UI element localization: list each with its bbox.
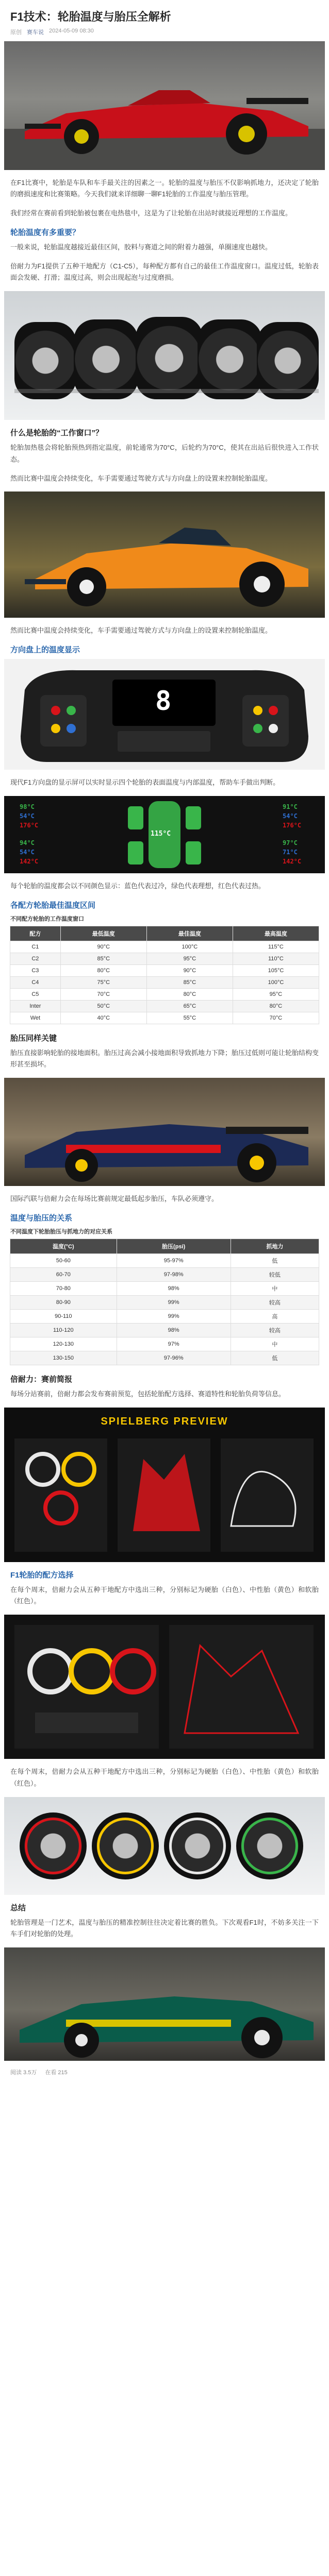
table-cell: C5: [10, 988, 61, 1000]
table-row: [10, 1351, 319, 1365]
table-1-caption: 不同配方轮胎的工作温度窗口: [10, 916, 84, 922]
table-1-body: [10, 941, 319, 1024]
table-cell: 97%: [117, 1337, 231, 1351]
closing-car-image: [4, 1947, 325, 2061]
table-row: [10, 976, 319, 988]
steering-wheel-image: [4, 659, 325, 770]
table-row: [10, 988, 319, 1000]
table-cell: 较低: [231, 1267, 319, 1281]
table-cell: 较高: [231, 1323, 319, 1337]
table-cell: 130-150: [10, 1351, 117, 1365]
table-cell: 90°C: [60, 941, 146, 953]
orange-car-illustration: [4, 492, 325, 618]
table-row: [10, 964, 319, 976]
table-1-header: 最低温度: [60, 926, 146, 941]
section-7-paragraph-1: 每场分站赛前，倍耐力都会发布赛前预览，包括轮胎配方选择、赛道特性和轮胎负荷等信息。: [10, 1389, 286, 1398]
table-cell: 较高: [231, 1295, 319, 1309]
section-8-paragraph-2: 在每个周末，倍耐力会从五种干地配方中选出三种，分别标记为硬胎（白色）、中性胎（黄色）和软胎（红色）。: [10, 1768, 319, 1787]
table-row: [10, 1267, 319, 1281]
section-1-paragraph-1: 一般来说，轮胎温度越接近最佳区间，胶料与赛道之间的附着力越强，单圈速度也越快。: [10, 243, 272, 251]
table-cell: 65°C: [146, 1000, 233, 1012]
table-row: [10, 1323, 319, 1337]
table-cell: 70-80: [10, 1281, 117, 1295]
table-row: [10, 1295, 319, 1309]
section-5-paragraph-1: 胎压直接影响轮胎的接地面积。胎压过高会减小接地面积导致抓地力下降；胎压过低则可能让轮胎结构变形甚至损坏。: [10, 1048, 319, 1069]
tires-on-stand-image: [4, 1797, 325, 1895]
intro-paragraph: 在F1比赛中，轮胎是车队和车手最关注的因素之一。轮胎的温度与胎压不仅影响抓地力，还决定了轮胎的磨损速度和比赛策略。今天我们就来详细聊一聊F1轮胎的工作温度与胎压管理。: [10, 178, 319, 198]
temp-pressure-table: [10, 1239, 319, 1365]
table-cell: 中: [231, 1281, 319, 1295]
table-2-header: 胎压(psi): [117, 1239, 231, 1253]
temp-rr-carcass: 142°C: [283, 857, 302, 865]
table-cell: 99%: [117, 1295, 231, 1309]
temp-rr-surface: 97°C: [283, 839, 298, 846]
table-cell: C1: [10, 941, 61, 953]
table-cell: 120-130: [10, 1337, 117, 1351]
section-1-paragraph-2: 倍耐力为F1提供了五种干地配方（C1-C5），每种配方都有自己的最佳工作温度窗口。温度过低，轮胎表面会发硬、打滑；温度过高，则会出现起泡与过度磨损。: [10, 262, 319, 282]
table-cell: 95°C: [146, 953, 233, 964]
temp-rl-inner: 54°C: [20, 848, 35, 856]
table-2-header: 温度(°C): [10, 1239, 117, 1253]
table-cell: 60-70: [10, 1267, 117, 1281]
table-cell: 80°C: [233, 1000, 319, 1012]
table-cell: 98%: [117, 1281, 231, 1295]
table-2-header: 抓地力: [231, 1239, 319, 1253]
tire-lineup-image: [4, 291, 325, 420]
section-5-paragraph-2: 国际汽联与倍耐力会在每场比赛前规定最低起步胎压，车队必须遵守。: [10, 1195, 219, 1203]
table-cell: 40°C: [60, 1012, 146, 1024]
author-link[interactable]: 赛车说: [27, 29, 44, 36]
center-temp-readout: 115°C: [151, 829, 171, 838]
table-cell: 50°C: [60, 1000, 146, 1012]
table-cell: 80-90: [10, 1295, 117, 1309]
section-2-paragraph-2: 然而比赛中温度会持续变化，车手需要通过驾驶方式与方向盘上的设置来控制轮胎温度。: [10, 474, 272, 482]
like-count[interactable]: 在看 215: [45, 2070, 68, 2076]
section-8-paragraph-1: 在每个周末，倍耐力会从五种干地配方中选出三种，分别标记为硬胎（白色）、中性胎（黄色）和软胎（红色）。: [10, 1585, 319, 1605]
table-row: [10, 941, 319, 953]
table-row: [10, 1309, 319, 1323]
table-cell: Wet: [10, 1012, 61, 1024]
temp-fl-surface: 98°C: [20, 803, 35, 810]
publish-date: 2024-05-09 08:30: [49, 27, 94, 34]
table-cell: 80°C: [146, 988, 233, 1000]
table-cell: 97-98%: [117, 1267, 231, 1281]
table-cell: 97-96%: [117, 1351, 231, 1365]
compound-graphic-illustration: [4, 1615, 325, 1759]
article-title: F1技术：轮胎温度与胎压全解析: [10, 10, 171, 23]
table-cell: 80°C: [60, 964, 146, 976]
table-1-header: 配方: [10, 926, 61, 941]
section-heading-9: 总结: [10, 1903, 26, 1912]
table-cell: 110°C: [233, 953, 319, 964]
table-cell: Inter: [10, 1000, 61, 1012]
temp-rl-surface: 94°C: [20, 839, 35, 846]
table-cell: 90-110: [10, 1309, 117, 1323]
section-heading-3: 方向盘上的温度显示: [10, 646, 80, 655]
section-heading-4: 各配方轮胎最佳温度区间: [10, 901, 96, 910]
pirelli-compound-graphic: [4, 1615, 325, 1759]
temp-fl-inner: 54°C: [20, 812, 35, 820]
table-cell: 50-60: [10, 1253, 117, 1267]
table-cell: 95°C: [233, 988, 319, 1000]
section-2-paragraph-3: 然而比赛中温度会持续变化，车手需要通过驾驶方式与方向盘上的设置来控制轮胎温度。: [10, 626, 272, 635]
table-cell: 115°C: [233, 941, 319, 953]
table-cell: 100°C: [233, 976, 319, 988]
intro-paragraph-2: 我们经常在赛前看到轮胎被包裹在电热毯中，这是为了让轮胎在出站时就接近理想的工作温度。: [10, 209, 292, 217]
preview-graphic-illustration: [4, 1408, 325, 1562]
table-row: [10, 1012, 319, 1024]
section-heading-1: 轮胎温度有多重要？: [10, 228, 80, 237]
table-row: [10, 953, 319, 964]
temp-fr-inner: 54°C: [283, 812, 298, 820]
table-cell: 85°C: [146, 976, 233, 988]
closing-car-illustration: [4, 1947, 325, 2061]
section-heading-5: 胎压同样关键: [10, 1033, 57, 1043]
temp-fr-surface: 91°C: [283, 803, 298, 810]
table-cell: C3: [10, 964, 61, 976]
compound-temp-table: [10, 926, 319, 1024]
table-row: [10, 1281, 319, 1295]
table-cell: 55°C: [146, 1012, 233, 1024]
table-cell: 75°C: [60, 976, 146, 988]
pirelli-preview-graphic: [4, 1408, 325, 1562]
table-row: [10, 1337, 319, 1351]
table-cell: C4: [10, 976, 61, 988]
section-2-paragraph-1: 轮胎加热毯会将轮胎预热到指定温度，前轮通常为70°C，后轮约为70°C，使其在出站后很快进入工作状态。: [10, 444, 319, 463]
section-heading-8: F1轮胎的配方选择: [10, 1570, 74, 1580]
table-cell: 100°C: [146, 941, 233, 953]
table-row: [10, 1000, 319, 1012]
temp-rr-inner: 71°C: [283, 848, 298, 856]
section-heading-7: 倍耐力：赛前简报: [10, 1375, 73, 1384]
section-3-note: 每个轮胎的温度都会以不同颜色显示：蓝色代表过冷，绿色代表理想，红色代表过热。: [10, 882, 266, 890]
table-cell: 95-97%: [117, 1253, 231, 1267]
section-3-paragraph-1: 现代F1方向盘的显示屏可以实时显示四个轮胎的表面温度与内部温度，帮助车手做出判断。: [10, 778, 280, 787]
temp-rl-carcass: 142°C: [20, 857, 39, 865]
temp-fl-carcass: 176°C: [20, 821, 39, 829]
section-heading-2: 什么是轮胎的“工作窗口”？: [10, 429, 104, 438]
preview-brand-title: SPIELBERG PREVIEW: [101, 1415, 228, 1427]
redbull-car-illustration: [4, 1078, 325, 1186]
redbull-car-image: [4, 1078, 325, 1186]
table-cell: 高: [231, 1309, 319, 1323]
table-2-caption: 不同温度下轮胎胎压与抓地力的对应关系: [10, 1228, 112, 1235]
table-cell: 110-120: [10, 1323, 117, 1337]
gear-readout: 8: [155, 686, 172, 717]
table-cell: 90°C: [146, 964, 233, 976]
table-cell: 低: [231, 1253, 319, 1267]
table-cell: 70°C: [233, 1012, 319, 1024]
table-cell: 低: [231, 1351, 319, 1365]
pitlane-car-image: [4, 492, 325, 618]
section-heading-6: 温度与胎压的关系: [10, 1213, 73, 1223]
table-2-body: [10, 1253, 319, 1365]
article-footer: [4, 2068, 325, 2092]
section-9-paragraph-1: 轮胎管理是一门艺术，温度与胎压的精准控制往往决定着比赛的胜负。下次观看F1时，不妨多关注一下车手们对轮胎的处理。: [10, 1918, 319, 1938]
temp-fr-carcass: 176°C: [283, 821, 302, 829]
table-1-header: 最高温度: [233, 926, 319, 941]
table-cell: 70°C: [60, 988, 146, 1000]
table-1-header: 最佳温度: [146, 926, 233, 941]
ferrari-car-illustration: [4, 41, 325, 170]
table-row: [10, 1253, 319, 1267]
table-cell: 85°C: [60, 953, 146, 964]
table-cell: C2: [10, 953, 61, 964]
table-cell: 中: [231, 1337, 319, 1351]
source-label: 原创: [10, 29, 22, 36]
table-cell: 98%: [117, 1323, 231, 1337]
table-cell: 99%: [117, 1309, 231, 1323]
tire-temp-display: [4, 796, 325, 873]
ferrari-car-image: [4, 41, 325, 170]
read-count: 阅读 3.5万: [10, 2070, 37, 2076]
table-cell: 105°C: [233, 964, 319, 976]
article-meta: [4, 28, 325, 41]
